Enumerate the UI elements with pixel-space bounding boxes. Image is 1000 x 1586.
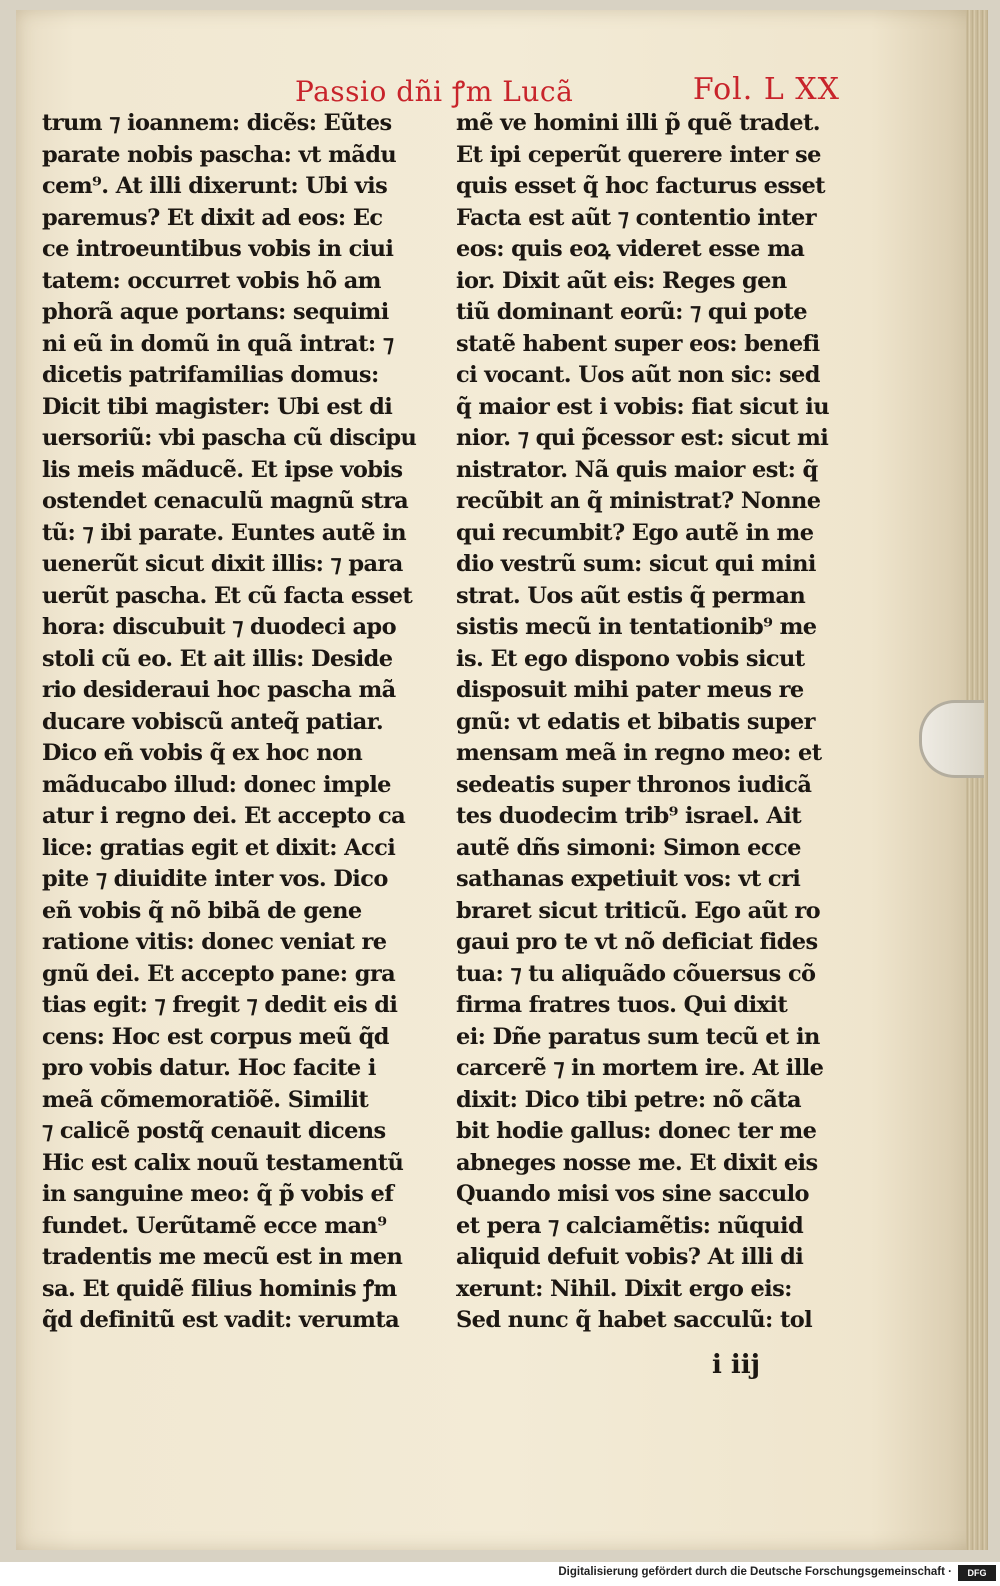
text-line: uersoriũ: vbi pascha cũ discipu [42, 425, 417, 451]
text-line: fundet. Uerũtamẽ ecce man⁹ [42, 1212, 387, 1239]
text-line: aliquid defuit vobis? At illi di [456, 1244, 804, 1270]
text-line: qui recumbit? Ego autẽ in me [456, 519, 814, 546]
text-line: ci vocant. Uos aũt non sic: sed [456, 362, 820, 388]
text-line: sistis mecũ in tentationib⁹ me [456, 614, 817, 640]
text-line: nior. ⁊ qui p̃cessor est: sicut mi [456, 425, 829, 451]
running-head: Passio dñi ꝭm Lucã [295, 75, 574, 108]
text-line: eos: quis eoꝝ videret esse ma [456, 236, 805, 262]
text-line: strat. Uos aũt estis q̃ perman [456, 582, 806, 609]
text-line: braret sicut triticũ. Ego aũt ro [456, 897, 821, 924]
text-line: abneges nosse me. Et dixit eis [456, 1149, 818, 1176]
text-line: hora: discubuit ⁊ duodeci apo [42, 614, 396, 640]
text-line: Facta est aũt ⁊ contentio inter [456, 204, 817, 231]
text-line: paremus? Et dixit ad eos: Ec [42, 204, 383, 231]
text-line: ⁊ calicẽ postq̃ cenauit dicens [42, 1118, 386, 1144]
text-line: Et ipi ceperũt querere inter se [456, 141, 821, 168]
text-line: quis esset q̃ hoc facturus esset [456, 173, 825, 199]
text-line: q̃ maior est i vobis: fiat sicut iu [456, 393, 829, 420]
text-line: dicetis patrifamilias domus: [42, 362, 379, 388]
page-clip [919, 700, 984, 778]
text-line: cem⁹. At illi dixerunt: Ubi vis [42, 173, 388, 199]
text-line: rio desideraui hoc pascha mã [42, 677, 396, 703]
text-line: Dico eñ vobis q̃ ex hoc non [42, 740, 363, 766]
funding-credit: Digitalisierung gefördert durch die Deutsche Forschungsgemeinschaft · [558, 1566, 952, 1578]
text-line: phorã aque portans: sequimi [42, 299, 389, 325]
text-line: pro vobis datur. Hoc facite i [42, 1055, 376, 1081]
text-line: tias egit: ⁊ fregit ⁊ dedit eis di [42, 992, 398, 1018]
text-line: ratione vitis: donec veniat re [42, 929, 387, 955]
text-line: ce introeuntibus vobis in ciui [42, 236, 394, 262]
text-line: parate nobis pascha: vt mãdu [42, 141, 397, 168]
right-text-column [456, 108, 851, 1337]
page-fore-edge [966, 10, 988, 1550]
text-line: gaui pro te vt nõ deficiat fides [456, 929, 818, 955]
text-line: ducare vobiscũ anteq̃ patiar. [42, 708, 384, 735]
text-line: in sanguine meo: q̃ p̃ vobis ef [42, 1181, 394, 1207]
text-line: bit hodie gallus: donec ter me [456, 1118, 817, 1144]
text-line: gnũ dei. Et accepto pane: gra [42, 960, 396, 987]
text-line: sathanas expetiuit vos: vt cri [456, 866, 801, 892]
text-line: statẽ habent super eos: benefi [456, 330, 820, 357]
text-line: tes duodecim trib⁹ israel. Ait [456, 803, 802, 829]
text-line: ei: Dñe paratus sum tecũ et in [456, 1023, 820, 1050]
text-line: Sed nunc q̃ habet sacculũ: tol [456, 1307, 813, 1333]
text-line: lice: gratias egit et dixit: Acci [42, 834, 396, 861]
text-line: autẽ dñs simoni: Simon ecce [456, 834, 801, 861]
text-line: tatem: occurret vobis hõ am [42, 267, 381, 294]
text-line: tiũ dominant eorũ: ⁊ qui pote [456, 299, 807, 325]
text-line: meã cõmemoratiõẽ. Similit [42, 1086, 369, 1113]
text-line: mãducabo illud: donec imple [42, 771, 391, 798]
text-line: lis meis mãducẽ. Et ipse vobis [42, 456, 403, 483]
text-line: dio vestrũ sum: sicut qui mini [456, 551, 816, 577]
text-line: xerunt: Nihil. Dixit ergo eis: [456, 1275, 792, 1302]
text-line: tradentis me mecũ est in men [42, 1244, 403, 1270]
text-line: Hic est calix nouũ testamentũ [42, 1149, 404, 1176]
text-line: is. Et ego dispono vobis sicut [456, 645, 805, 672]
text-line: q̃d definitũ est vadit: verumta [42, 1307, 400, 1333]
dfg-logo: DFG [958, 1565, 996, 1581]
text-line: ostendet cenaculũ magnũ stra [42, 488, 409, 514]
text-line: firma fratres tuos. Qui dixit [456, 992, 788, 1018]
text-line: et pera ⁊ calciamẽtis: nũquid [456, 1212, 804, 1239]
text-line: gnũ: vt edatis et bibatis super [456, 708, 815, 735]
text-line: dixit: Dico tibi petre: nõ cãta [456, 1086, 802, 1113]
text-line: ior. Dixit aũt eis: Reges gen [456, 267, 787, 294]
text-line: trum ⁊ ioannem: dicẽs: Eũtes [42, 110, 392, 136]
text-line: ni eũ in domũ in quã intrat: ⁊ [42, 330, 394, 357]
text-line: carcerẽ ⁊ in mortem ire. At ille [456, 1055, 824, 1081]
text-line: sa. Et quidẽ filius hominis ꝭm [42, 1275, 397, 1302]
text-line: uerũt pascha. Et cũ facta esset [42, 582, 413, 609]
text-line: tua: ⁊ tu aliquãdo cõuersus cõ [456, 960, 816, 987]
text-line: disposuit mihi pater meus re [456, 677, 804, 703]
text-line: Quando misi vos sine sacculo [456, 1181, 809, 1207]
text-line: cens: Hoc est corpus meũ q̃d [42, 1023, 389, 1050]
text-line: Dicit tibi magister: Ubi est di [42, 393, 393, 420]
text-line: mensam meã in regno meo: et [456, 740, 822, 766]
left-text-column [42, 108, 434, 1337]
text-line: stoli cũ eo. Et ait illis: Deside [42, 645, 393, 672]
text-line: pite ⁊ diuidite inter vos. Dico [42, 866, 388, 892]
text-line: mẽ ve homini illi p̃ quẽ tradet. [456, 110, 820, 136]
text-line: tũ: ⁊ ibi parate. Euntes autẽ in [42, 519, 406, 546]
text-line: sedeatis super thronos iudicã [456, 771, 812, 798]
text-line: eñ vobis q̃ nõ bibã de gene [42, 897, 362, 924]
signature-mark: i iij [712, 1350, 761, 1380]
folio-number: Fol. L XX [692, 72, 840, 107]
text-line: nistrator. Nã quis maior est: q̃ [456, 456, 818, 483]
text-line: recũbit an q̃ ministrat? Nonne [456, 488, 821, 514]
text-line: uenerũt sicut dixit illis: ⁊ para [42, 551, 403, 577]
text-line: atur i regno dei. Et accepto ca [42, 803, 406, 829]
